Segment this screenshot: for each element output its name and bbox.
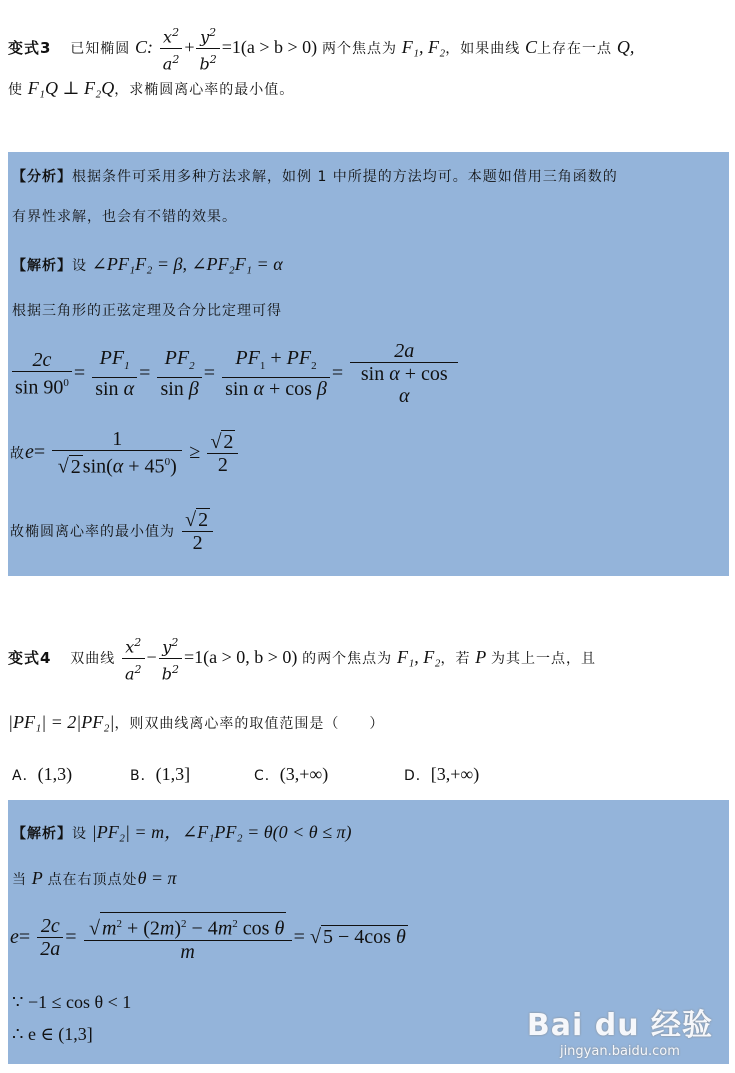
solution2-set: 设	[72, 826, 87, 842]
variant3-line2	[8, 78, 294, 100]
analysis-tag: 【分析】	[12, 169, 72, 185]
option-c: C．(3,+∞)	[254, 764, 329, 784]
variant4-foci: F₁, F₂	[396, 646, 441, 667]
eccentricity-formula-2: e= $\frac{2c}{2a}$ = $\frac{√ m^2 + (2m)^2 - 4m^2 \cos \theta}{m}$ = √ 5 − 4cos θ	[10, 912, 408, 963]
variant3-curve: C:	[135, 36, 153, 57]
hyperbola-y-term: $\frac{y^2}{b^2}$	[159, 632, 182, 686]
variant3-question: ，求椭圆离心率的最小值。	[114, 82, 295, 98]
variant4-question: ，则双曲线离心率的取值范围是（ ）	[114, 716, 385, 732]
analysis-line1	[12, 166, 618, 187]
variant4-intro: 双曲线	[70, 650, 116, 667]
min-eccentricity-line: 故椭圆离心率的最小值为 $\frac{√ 2}{2}$	[10, 508, 215, 554]
ellipse-y-term: $\frac{y^2}{b^2}$	[196, 22, 219, 76]
watermark-url: jingyan.baidu.com	[559, 1044, 680, 1059]
answer-options	[8, 764, 728, 788]
variant4-line1: 变式4 双曲线 $\frac{x^2}{a^2}$ − $\frac{y^2}{b^2}$ =1(a > 0, b > 0) 的两个焦点为 F₁, F₂，若 P 为其上一点，且	[8, 632, 596, 682]
variant3-after: ，如果曲线	[445, 40, 521, 57]
variant4-after2: 为其上一点，且	[491, 650, 597, 667]
option-a: A．(1,3)	[12, 764, 73, 784]
hyperbola-condition: =1(a > 0, b > 0)	[183, 646, 298, 667]
law-of-sines-line	[12, 300, 282, 321]
cos-range: ∵ −1 ≤ cos θ < 1	[12, 992, 132, 1012]
pf2-definition: |PF₂| = m	[91, 822, 165, 842]
analysis-line2	[12, 206, 237, 227]
angle-definitions: ∠PF₁F₂ = β, ∠PF₂F₁ = α	[91, 254, 283, 274]
analysis-text: 根据条件可采用多种方法求解，如例 1 中所提的方法均可。本题如借用三角函数的	[72, 169, 618, 185]
variant4-label: 变式4	[8, 648, 52, 667]
vertex-text-b: 点在右顶点处	[47, 872, 138, 888]
variant4-line2	[8, 712, 384, 734]
solution1-line	[12, 254, 283, 276]
variant3-mid: 两个焦点为	[321, 40, 397, 57]
solution2-line2	[12, 868, 177, 890]
ratio-chain-formula: $\frac{2c}{\sin 90^0}$ = $\frac{PF_1}{\text{sin α}}$ = $\frac{PF_2}{\text{sin β}}$ = $\frac{PF_1 + PF_2}{\text{sin α + cos β}}$ = $\frac{2a}{\text{sin α + cos α}}$	[10, 340, 460, 407]
vertex-text-a: 当	[12, 872, 27, 888]
perpendicular-condition: F₁Q ⊥ F₂Q	[27, 78, 115, 98]
option-b: B．(1,3]	[130, 764, 191, 784]
ellipse-condition: =1(a > b > 0)	[221, 36, 318, 57]
variant3-line2-prefix: 使	[8, 82, 23, 98]
ellipse-x-term: $\frac{x^2}{a^2}$	[160, 22, 183, 76]
eccentricity-bound-formula: 故e= $\frac{1}{√ 2 \sin(\alpha + 45^0)}$ ≥ $\frac{√ 2}{2}$	[10, 428, 240, 478]
option-d: D．[3,+∞)	[404, 764, 480, 784]
baidu-jingyan-watermark	[527, 1000, 713, 1059]
variant3-label: 变式3	[8, 38, 52, 57]
solution2-line1	[12, 822, 352, 844]
law-of-sines-text: 根据三角形的正弦定理及合分比定理可得	[12, 303, 282, 319]
theta-definition: ，∠F₁PF₂ = θ(0 < θ ≤ π)	[164, 822, 352, 842]
e-prefix: 故	[10, 445, 25, 462]
conclusion: ∴ e ∈ (1,3]	[12, 1024, 93, 1044]
variant4-after: ，若	[440, 650, 471, 667]
variant3-curve-name: C	[525, 36, 538, 57]
analysis-text-2: 有界性求解，也会有不错的效果。	[12, 209, 237, 225]
variant3-foci: F₁, F₂	[401, 36, 446, 57]
solution-set: 设	[72, 258, 87, 274]
variant3-intro: 已知椭圆	[70, 40, 131, 57]
watermark-logo: Bai du 经验	[526, 1008, 713, 1043]
variant3-q: Q,	[616, 36, 635, 57]
solution2-tag: 【解析】	[12, 826, 72, 842]
distance-condition: |PF₁| = 2|PF₂|	[8, 712, 115, 732]
solution-tag: 【解析】	[12, 258, 72, 274]
variant4-mid: 的两个焦点为	[302, 650, 393, 667]
geq-sign: ≥	[189, 441, 201, 464]
min-eccentricity-text: 故椭圆离心率的最小值为	[10, 524, 175, 540]
variant3-line1: 变式3 已知椭圆 C: $\frac{x^2}{a^2}$ + $\frac{y^2}{b^2}$ =1(a > b > 0) 两个焦点为 F₁, F₂，如果曲线 C上存在一点 Q,	[8, 22, 634, 62]
hyperbola-x-term: $\frac{x^2}{a^2}$	[122, 632, 145, 686]
vertex-point: P	[31, 868, 43, 888]
variant4-point: P	[475, 646, 487, 667]
theta-pi: θ = π	[137, 868, 177, 888]
variant3-after3: 上存在一点	[537, 40, 613, 57]
